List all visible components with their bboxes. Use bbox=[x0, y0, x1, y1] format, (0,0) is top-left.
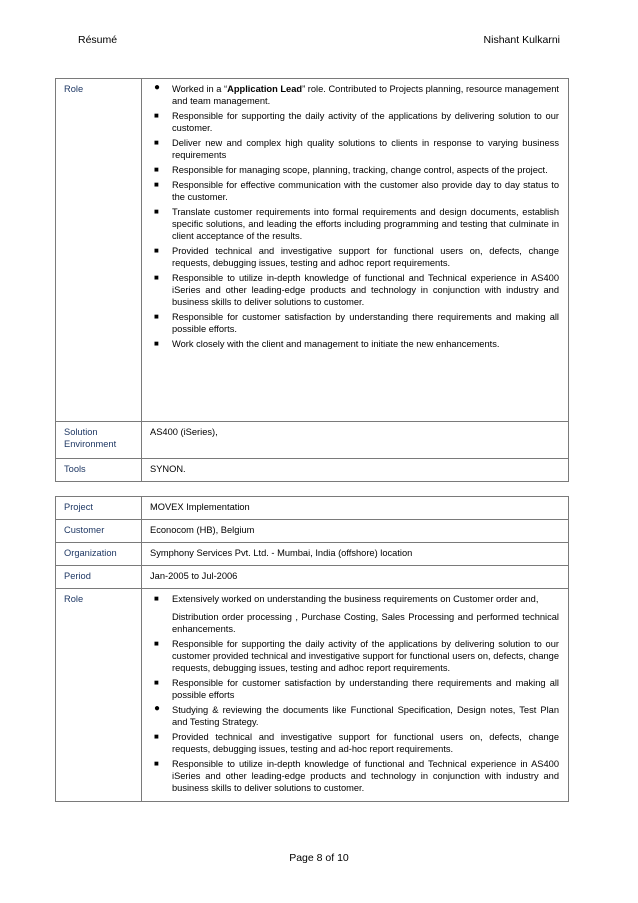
list-item bbox=[150, 83, 563, 107]
list-item bbox=[150, 704, 563, 728]
list-item-text: Deliver new and complex high quality solutions to clients in response to varying business requirements bbox=[172, 138, 559, 160]
list-item-text: Responsible for supporting the daily activity of the applications by delivering solution to our customer provided technical and investigative support for functional users on, defects, change requests, debugging issues, testing and adhoc report requirements. bbox=[172, 639, 559, 673]
table-row-customer bbox=[56, 520, 569, 543]
table-row-environment bbox=[56, 422, 569, 459]
list-item bbox=[150, 731, 563, 755]
bullet-icon: ■ bbox=[154, 180, 159, 189]
list-item bbox=[150, 593, 563, 605]
table-row-role bbox=[56, 589, 569, 802]
role-first-bold: Application Lead bbox=[227, 84, 303, 94]
list-item bbox=[150, 758, 563, 794]
role-first-post: ” role. Contributed to Projects planning, resource management and team management. bbox=[172, 84, 559, 106]
tools-value: SYNON. bbox=[142, 459, 569, 482]
role-description bbox=[142, 589, 569, 802]
list-item bbox=[150, 611, 563, 635]
customer-value: Econocom (HB), Belgium bbox=[142, 520, 569, 543]
table-row-organization bbox=[56, 543, 569, 566]
list-item bbox=[150, 311, 563, 335]
role-bullet-list bbox=[150, 593, 563, 794]
list-item-text: Extensively worked on understanding the business requirements on Customer order and, bbox=[172, 594, 539, 604]
list-item-text: Responsible for effective communication with the customer also provide day to day status to the customer. bbox=[172, 180, 559, 202]
list-item-text: Responsible to utilize in-depth knowledge of functional and Technical experience in AS400 iSeries and other leading-edge products and technology in conjunction with industry and business skills to deliver solutions to customer. bbox=[172, 759, 559, 793]
list-item-text: Responsible for customer satisfaction by understanding there requirements and making all possible efforts. bbox=[172, 312, 559, 334]
list-item bbox=[150, 638, 563, 674]
bullet-icon: ■ bbox=[154, 246, 159, 255]
list-item bbox=[150, 206, 563, 242]
organization-value: Symphony Services Pvt. Ltd. - Mumbai, India (offshore) location bbox=[142, 543, 569, 566]
bullet-icon: ■ bbox=[154, 639, 159, 648]
bullet-icon: ● bbox=[154, 703, 161, 714]
list-item-text: Provided technical and investigative support for functional users on, defects, change requests, debugging issues, testing and adhoc report requirements. bbox=[172, 246, 559, 268]
bullet-icon: ■ bbox=[154, 678, 159, 687]
page-header bbox=[78, 34, 560, 48]
period-value: Jan-2005 to Jul-2006 bbox=[142, 566, 569, 589]
list-item-text: Provided technical and investigative support for functional users on, defects, change requests, debugging issues, testing and ad-hoc report requirements. bbox=[172, 732, 559, 754]
role-description bbox=[142, 79, 569, 422]
list-item bbox=[150, 677, 563, 701]
list-item-text: Distribution order processing , Purchase Costing, Sales Processing and performed technical enhancements. bbox=[172, 612, 559, 634]
period-label: Period bbox=[56, 566, 142, 589]
project-value: MOVEX Implementation bbox=[142, 497, 569, 520]
organization-label: Organization bbox=[56, 543, 142, 566]
list-item bbox=[150, 338, 563, 350]
table-row-tools bbox=[56, 459, 569, 482]
bullet-icon: ● bbox=[154, 82, 161, 93]
project-label: Project bbox=[56, 497, 142, 520]
environment-value: AS400 (iSeries), bbox=[142, 422, 569, 459]
environment-label: Solution Environment bbox=[56, 422, 142, 459]
list-item-text: Responsible for customer satisfaction by understanding there requirements and making all possible efforts bbox=[172, 678, 559, 700]
role-label: Role bbox=[56, 589, 142, 802]
experience-table-1 bbox=[55, 78, 569, 482]
bullet-icon: ■ bbox=[154, 339, 159, 348]
header-title: Résumé bbox=[78, 34, 118, 46]
list-item-text: Responsible for managing scope, planning, tracking, change control, aspects of the project. bbox=[172, 165, 548, 175]
header-author-name: Nishant Kulkarni bbox=[483, 34, 560, 46]
bullet-icon: ■ bbox=[154, 759, 159, 768]
list-item bbox=[150, 137, 563, 161]
list-item bbox=[150, 110, 563, 134]
experience-table-2 bbox=[55, 496, 569, 802]
bullet-icon: ■ bbox=[154, 273, 159, 282]
list-item bbox=[150, 272, 563, 308]
table-row-project bbox=[56, 497, 569, 520]
bullet-icon: ■ bbox=[154, 165, 159, 174]
list-item-text: Responsible for supporting the daily activity of the applications by delivering solution to our customer. bbox=[172, 111, 559, 133]
role-bullet-list bbox=[150, 83, 563, 350]
list-item-text: Translate customer requirements into formal requirements and design documents, establish specific solutions, and leading the efforts including programming and testing that culminate in client acceptance of the results. bbox=[172, 207, 559, 241]
table-row-period bbox=[56, 566, 569, 589]
list-item-text: Studying & reviewing the documents like Functional Specification, Design notes, Test Plan and Testing Strategy. bbox=[172, 705, 559, 727]
role-label: Role bbox=[56, 79, 142, 422]
bullet-icon: ■ bbox=[154, 312, 159, 321]
list-item bbox=[150, 179, 563, 203]
list-item-text: Work closely with the client and management to initiate the new enhancements. bbox=[172, 339, 500, 349]
role-first-pre: Worked in a “ bbox=[172, 84, 228, 94]
bullet-icon: ■ bbox=[154, 111, 159, 120]
list-item-text: Responsible to utilize in-depth knowledge of functional and Technical experience in AS400 iSeries and other leading-edge products and technology in conjunction with industry and business skills to deliver solutions to customer. bbox=[172, 273, 559, 307]
customer-label: Customer bbox=[56, 520, 142, 543]
table-row-role bbox=[56, 79, 569, 422]
bullet-icon: ■ bbox=[154, 594, 159, 603]
bullet-icon: ■ bbox=[154, 138, 159, 147]
bullet-icon: ■ bbox=[154, 732, 159, 741]
list-item bbox=[150, 245, 563, 269]
page-number: Page 8 of 10 bbox=[289, 852, 349, 864]
list-item bbox=[150, 164, 563, 176]
bullet-icon: ■ bbox=[154, 207, 159, 216]
tools-label: Tools bbox=[56, 459, 142, 482]
